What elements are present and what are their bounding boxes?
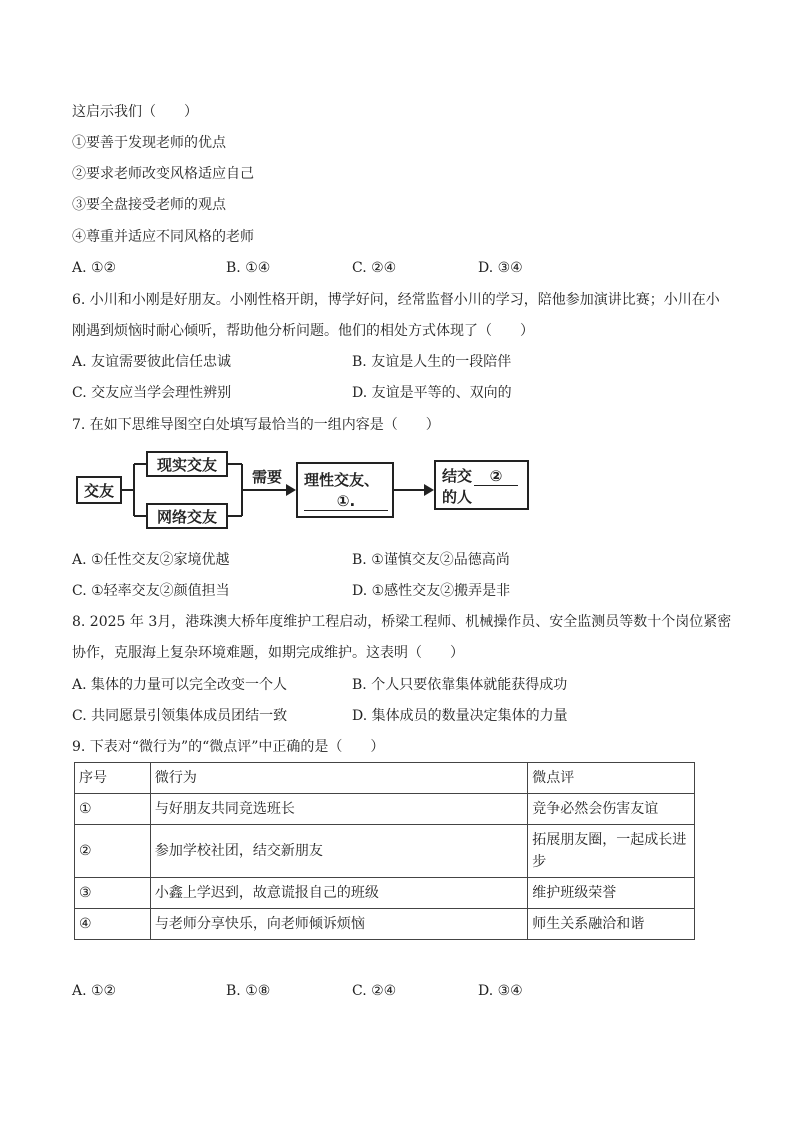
table-cell: ④	[75, 909, 151, 940]
q7-option-a: A. ①任性交友②家境优越	[72, 552, 230, 568]
q8-stem-line2: 协作，克服海上复杂环境难题，如期完成维护。这表明（ ）	[72, 645, 464, 661]
table-header-cell: 序号	[75, 763, 151, 794]
q8-option-d: D. 集体成员的数量决定集体的力量	[352, 708, 568, 724]
mind-map-right	[434, 460, 529, 510]
mind-map-branch-online-label: 网络交友	[156, 507, 217, 526]
table-row	[75, 909, 695, 940]
table-cell: 参加学校社团，结交新朋友	[150, 825, 527, 878]
mind-map-root	[76, 476, 122, 504]
mind-map-right-line2: 的人	[442, 488, 473, 506]
q5-item-1: ①要善于发现老师的优点	[72, 135, 226, 151]
table-row	[75, 794, 695, 825]
mind-map-branch-real-label: 现实交友	[156, 455, 217, 474]
table-row	[75, 825, 695, 878]
q9-stem: 9. 下表对“微行为”的“微点评”中正确的是（ ）	[72, 739, 385, 755]
table-header-cell: 微点评	[528, 763, 695, 794]
mind-map-blank-1: ①.	[304, 492, 388, 511]
q6-option-c: C. 交友应当学会理性辨别	[72, 385, 232, 401]
q6-option-b: B. 友谊是人生的一段陪伴	[352, 354, 512, 370]
mind-map-branch-online	[146, 503, 228, 529]
mind-map-middle	[296, 462, 394, 518]
table-row	[75, 878, 695, 909]
mind-map-middle-line1: 理性交友、	[304, 471, 380, 489]
q6-option-d: D. 友谊是平等的、双向的	[352, 385, 512, 401]
q5-option-b: B. ①④	[226, 260, 271, 276]
q9-option-a: A. ①②	[72, 983, 117, 999]
table-cell: 维护班级荣誉	[528, 878, 695, 909]
table-cell: 拓展朋友圈，一起成长进步	[528, 825, 695, 878]
q5-item-4: ④尊重并适应不同风格的老师	[72, 229, 254, 245]
q5-item-2: ②要求老师改变风格适应自己	[72, 166, 254, 182]
q6-option-a: A. 友谊需要彼此信任忠诚	[72, 354, 232, 370]
mind-map	[72, 446, 542, 536]
table-cell: 竞争必然会伤害友谊	[528, 794, 695, 825]
q5-option-d: D. ③④	[478, 260, 523, 276]
q5-item-3: ③要全盘接受老师的观点	[72, 197, 226, 213]
mind-map-right-text: 结交	[442, 467, 473, 485]
table-cell: ①	[75, 794, 151, 825]
q5-stem: 这启示我们（ ）	[72, 104, 198, 120]
micro-behavior-table	[74, 762, 695, 940]
q8-option-a: A. 集体的力量可以完全改变一个人	[72, 677, 288, 693]
table-cell: 与老师分享快乐，向老师倾诉烦恼	[150, 909, 527, 940]
mind-map-right-line1	[442, 465, 518, 486]
q9-option-c: C. ②④	[352, 983, 397, 999]
mind-map-branch-real	[146, 451, 228, 477]
mind-map-arrow-label: 需要	[252, 468, 283, 486]
table-cell: 师生关系融洽和谐	[528, 909, 695, 940]
q8-option-c: C. 共同愿景引领集体成员团结一致	[72, 708, 288, 724]
q5-option-c: C. ②④	[352, 260, 397, 276]
q9-option-b: B. ①⑧	[226, 983, 271, 999]
q9-option-d: D. ③④	[478, 983, 523, 999]
q7-stem: 7. 在如下思维导图空白处填写最恰当的一组内容是（ ）	[72, 417, 440, 433]
table-cell: 与好朋友共同竞选班长	[150, 794, 527, 825]
table-header-row	[75, 763, 695, 794]
q8-option-b: B. 个人只要依靠集体就能获得成功	[352, 677, 568, 693]
table-cell: 小鑫上学迟到，故意谎报自己的班级	[150, 878, 527, 909]
q8-stem-line1: 8. 2025 年 3月，港珠澳大桥年度维护工程启动，桥梁工程师、机械操作员、安全监测员等数十个岗位紧密	[72, 614, 732, 630]
q7-option-d: D. ①感性交友②搬弄是非	[352, 583, 511, 599]
q7-option-b: B. ①谨慎交友②品德高尚	[352, 552, 510, 568]
table-cell: ②	[75, 825, 151, 878]
q5-option-a: A. ①②	[72, 260, 117, 276]
table-header-cell: 微行为	[150, 763, 527, 794]
q7-option-c: C. ①轻率交友②颜值担当	[72, 583, 230, 599]
q6-stem-line1: 6. 小川和小刚是好朋友。小刚性格开朗，博学好问，经常监督小川的学习，陪他参加演讲比赛；小川在小	[72, 292, 720, 308]
mind-map-root-label: 交友	[83, 481, 114, 500]
q6-stem-line2: 刚遇到烦恼时耐心倾听，帮助他分析问题。他们的相处方式体现了（ ）	[72, 323, 534, 339]
table-cell: ③	[75, 878, 151, 909]
mind-map-blank-2: ②	[474, 467, 518, 486]
